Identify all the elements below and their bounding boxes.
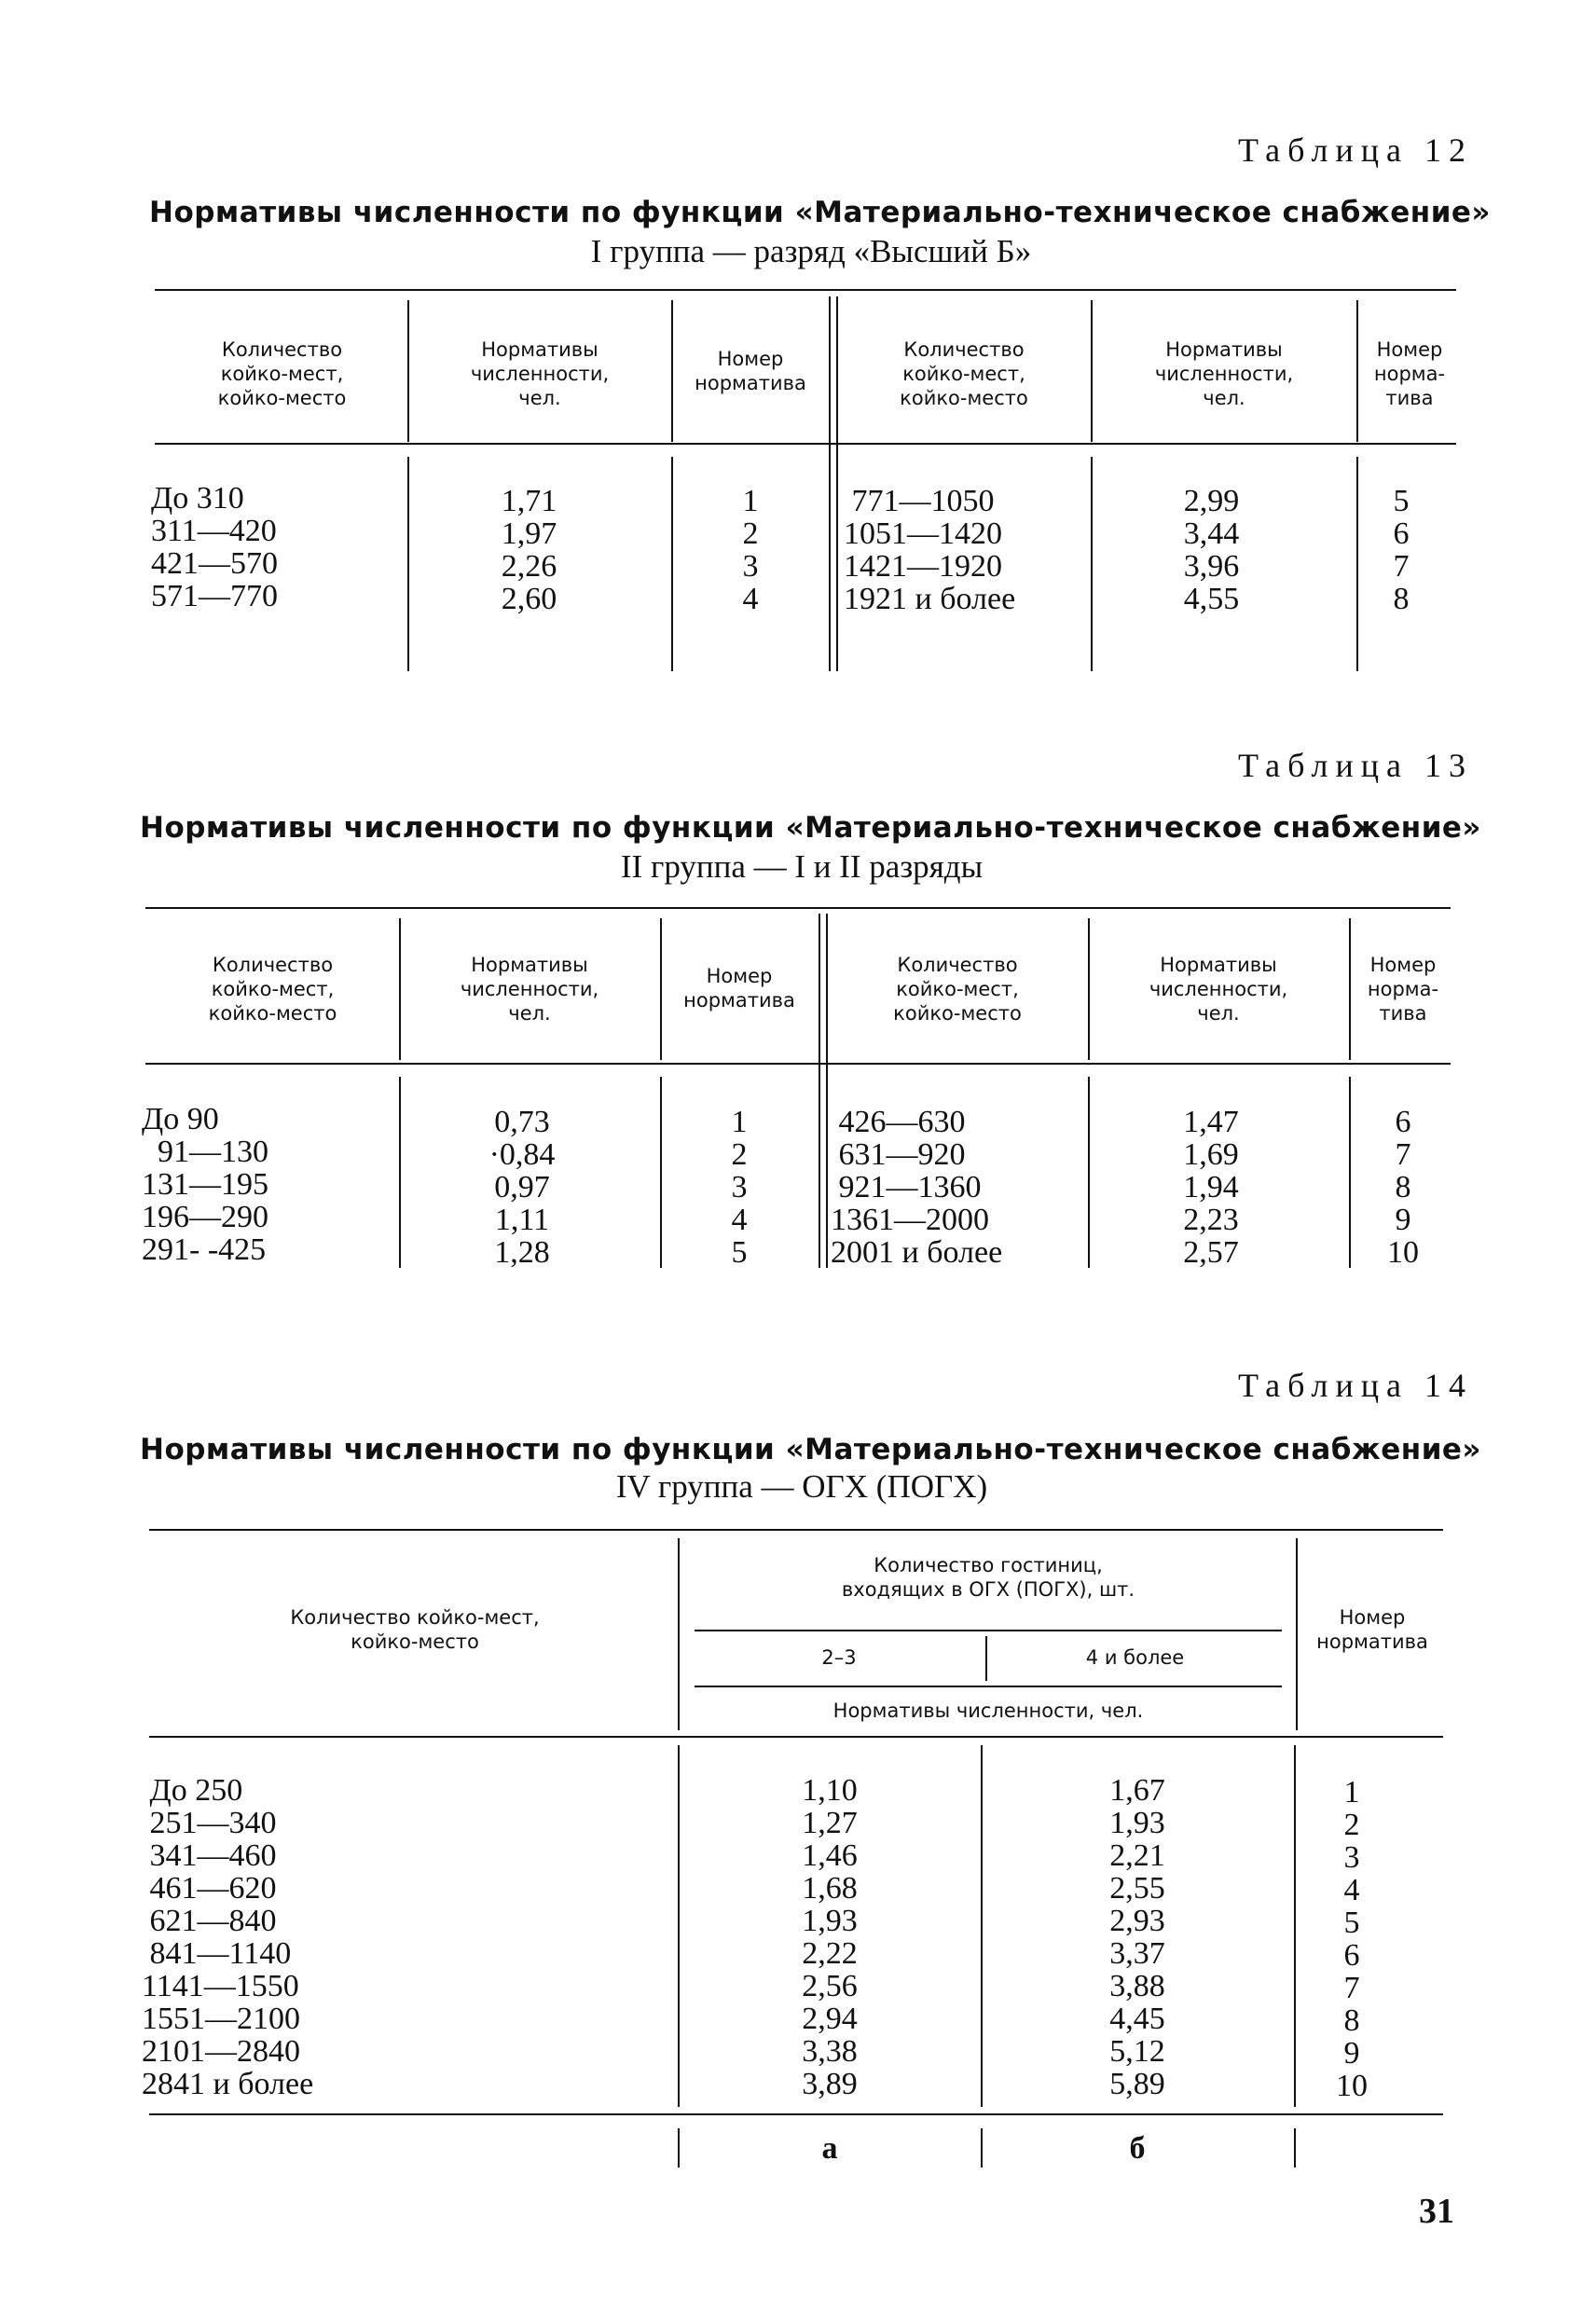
table-13-header-beds: Количество койко-мест, койко-место xyxy=(208,954,337,1025)
table-13-header-num-2: Номер норма- тива xyxy=(1367,954,1439,1025)
table-14-header-beds: Количество койко-мест, койко-место xyxy=(290,1606,540,1653)
table-13-label: Таблица 13 xyxy=(1238,747,1473,784)
table-14-col-beds: До 250 251—340 341—460 461—620 621—840 841—1140 1141—1550 1551—2100 2101—2840 2841 и более xyxy=(142,1773,314,2101)
table-13-col-norm-2: 1,47 1,69 1,94 2,23 2,57 xyxy=(1183,1105,1239,1270)
table-14-footer-divider xyxy=(1294,2128,1296,2168)
table-12-double-divider xyxy=(829,296,831,671)
table-14-col-divider xyxy=(678,1538,680,1730)
table-12-col-norm-2: 2,99 3,44 3,96 4,55 xyxy=(1183,484,1240,616)
table-13-col-beds-2: 426—630 631—920 921—1360 1361—2000 2001 и более xyxy=(831,1105,1003,1270)
table-12-header-num: Номер норматива xyxy=(695,348,806,394)
table-14-footer-b: б xyxy=(1129,2131,1146,2166)
table-13-title: Нормативы численности по функции «Материально-техническое снабжение» xyxy=(140,811,1481,845)
table-14-footer-a: а xyxy=(821,2131,838,2166)
table-13-header-num: Номер норматива xyxy=(683,965,795,1012)
table-12-double-divider xyxy=(836,296,838,671)
table-12-col-num: 1 2 3 4 xyxy=(742,484,759,616)
table-12-col-divider xyxy=(407,300,409,442)
table-13-col-norm: 0,73 ·0,84 0,97 1,11 1,28 xyxy=(488,1105,556,1270)
table-12-col-beds-2: 771—1050 1051—1420 1421—1920 1921 и более xyxy=(844,484,1016,616)
table-14-col-a: 1,10 1,27 1,46 1,68 1,93 2,22 2,56 2,94 3,38 3,89 xyxy=(802,1773,858,2101)
table-14-col-divider xyxy=(985,1636,987,1681)
table-13-header-norm-2: Нормативы численности, чел. xyxy=(1149,954,1288,1025)
table-12-header-beds-2: Количество койко-мест, койко-место xyxy=(900,338,1028,409)
table-12-col-norm: 1,71 1,97 2,26 2,60 xyxy=(501,484,557,616)
table-13-header-norm: Нормативы численности, чел. xyxy=(460,954,599,1025)
table-14-title: Нормативы численности по функции «Материально-техническое снабжение» xyxy=(140,1433,1481,1466)
table-14-footer-divider xyxy=(981,2128,983,2168)
table-14-hotels-rule xyxy=(695,1630,1282,1631)
table-14-norm-rule xyxy=(695,1686,1282,1687)
table-13-header-beds-2: Количество койко-мест, койко-место xyxy=(893,954,1022,1025)
table-12-title: Нормативы численности по функции «Материально-техническое снабжение» xyxy=(149,196,1491,229)
table-12-header-num-2: Номер норма- тива xyxy=(1373,338,1446,409)
table-13-header-rule xyxy=(145,1063,1451,1065)
table-14-header-rule xyxy=(149,1736,1443,1738)
table-12-col-num-2: 5 6 7 8 xyxy=(1393,484,1410,616)
table-14-header-norm: Нормативы численности, чел. xyxy=(832,1700,1144,1722)
table-12-header-norm-2: Нормативы численности, чел. xyxy=(1154,338,1294,409)
table-14-col-num: 1 2 3 4 5 6 7 8 9 10 xyxy=(1336,1775,1368,2103)
table-13-col-num: 1 2 3 4 5 xyxy=(731,1105,748,1270)
table-14-header-hotels: Количество гостиниц, входящих в ОГХ (ПОГХ), шт. xyxy=(841,1554,1135,1601)
table-12-col-divider xyxy=(407,457,409,671)
table-13-col-beds: До 90 91—130 131—195 196—290 291- -425 xyxy=(142,1102,268,1267)
table-14-header-num: Номер норматива xyxy=(1316,1606,1428,1653)
table-14-subtitle: IV группа — ОГХ (ПОГХ) xyxy=(615,1468,988,1505)
table-12-label: Таблица 12 xyxy=(1238,131,1473,169)
table-14-col-divider xyxy=(1294,1745,1296,2107)
table-12-header-rule xyxy=(155,443,1456,445)
table-12-header-beds: Количество койко-мест, койко-место xyxy=(217,338,347,409)
table-12-top-rule xyxy=(155,289,1456,291)
table-12-subtitle: I группа — разряд «Высший Б» xyxy=(590,233,1032,269)
table-14-footer-divider xyxy=(678,2128,680,2168)
table-14-col-divider xyxy=(981,1745,983,2107)
table-14-col-divider xyxy=(678,1745,680,2107)
table-13-subtitle: II группа — I и II разряды xyxy=(620,848,984,885)
table-14-bottom-rule xyxy=(149,2113,1443,2115)
table-13-double-divider xyxy=(819,914,820,1268)
table-14-label: Таблица 14 xyxy=(1238,1367,1473,1404)
table-13-double-divider xyxy=(826,914,828,1268)
table-14-col-b: 1,67 1,93 2,21 2,55 2,93 3,37 3,88 4,45 5,12 5,89 xyxy=(1109,1773,1165,2101)
table-14-header-col-a: 2–3 xyxy=(821,1646,857,1669)
table-12-header-norm: Нормативы численности, чел. xyxy=(470,338,610,409)
table-13-col-num-2: 6 7 8 9 10 xyxy=(1387,1105,1419,1270)
table-14-top-rule xyxy=(149,1529,1443,1531)
table-13-top-rule xyxy=(145,907,1451,909)
table-12-col-beds: До 310 311—420 421—570 571—770 xyxy=(151,481,278,613)
table-14-header-col-b: 4 и более xyxy=(1085,1646,1185,1669)
page-number: 31 xyxy=(1419,2192,1454,2231)
